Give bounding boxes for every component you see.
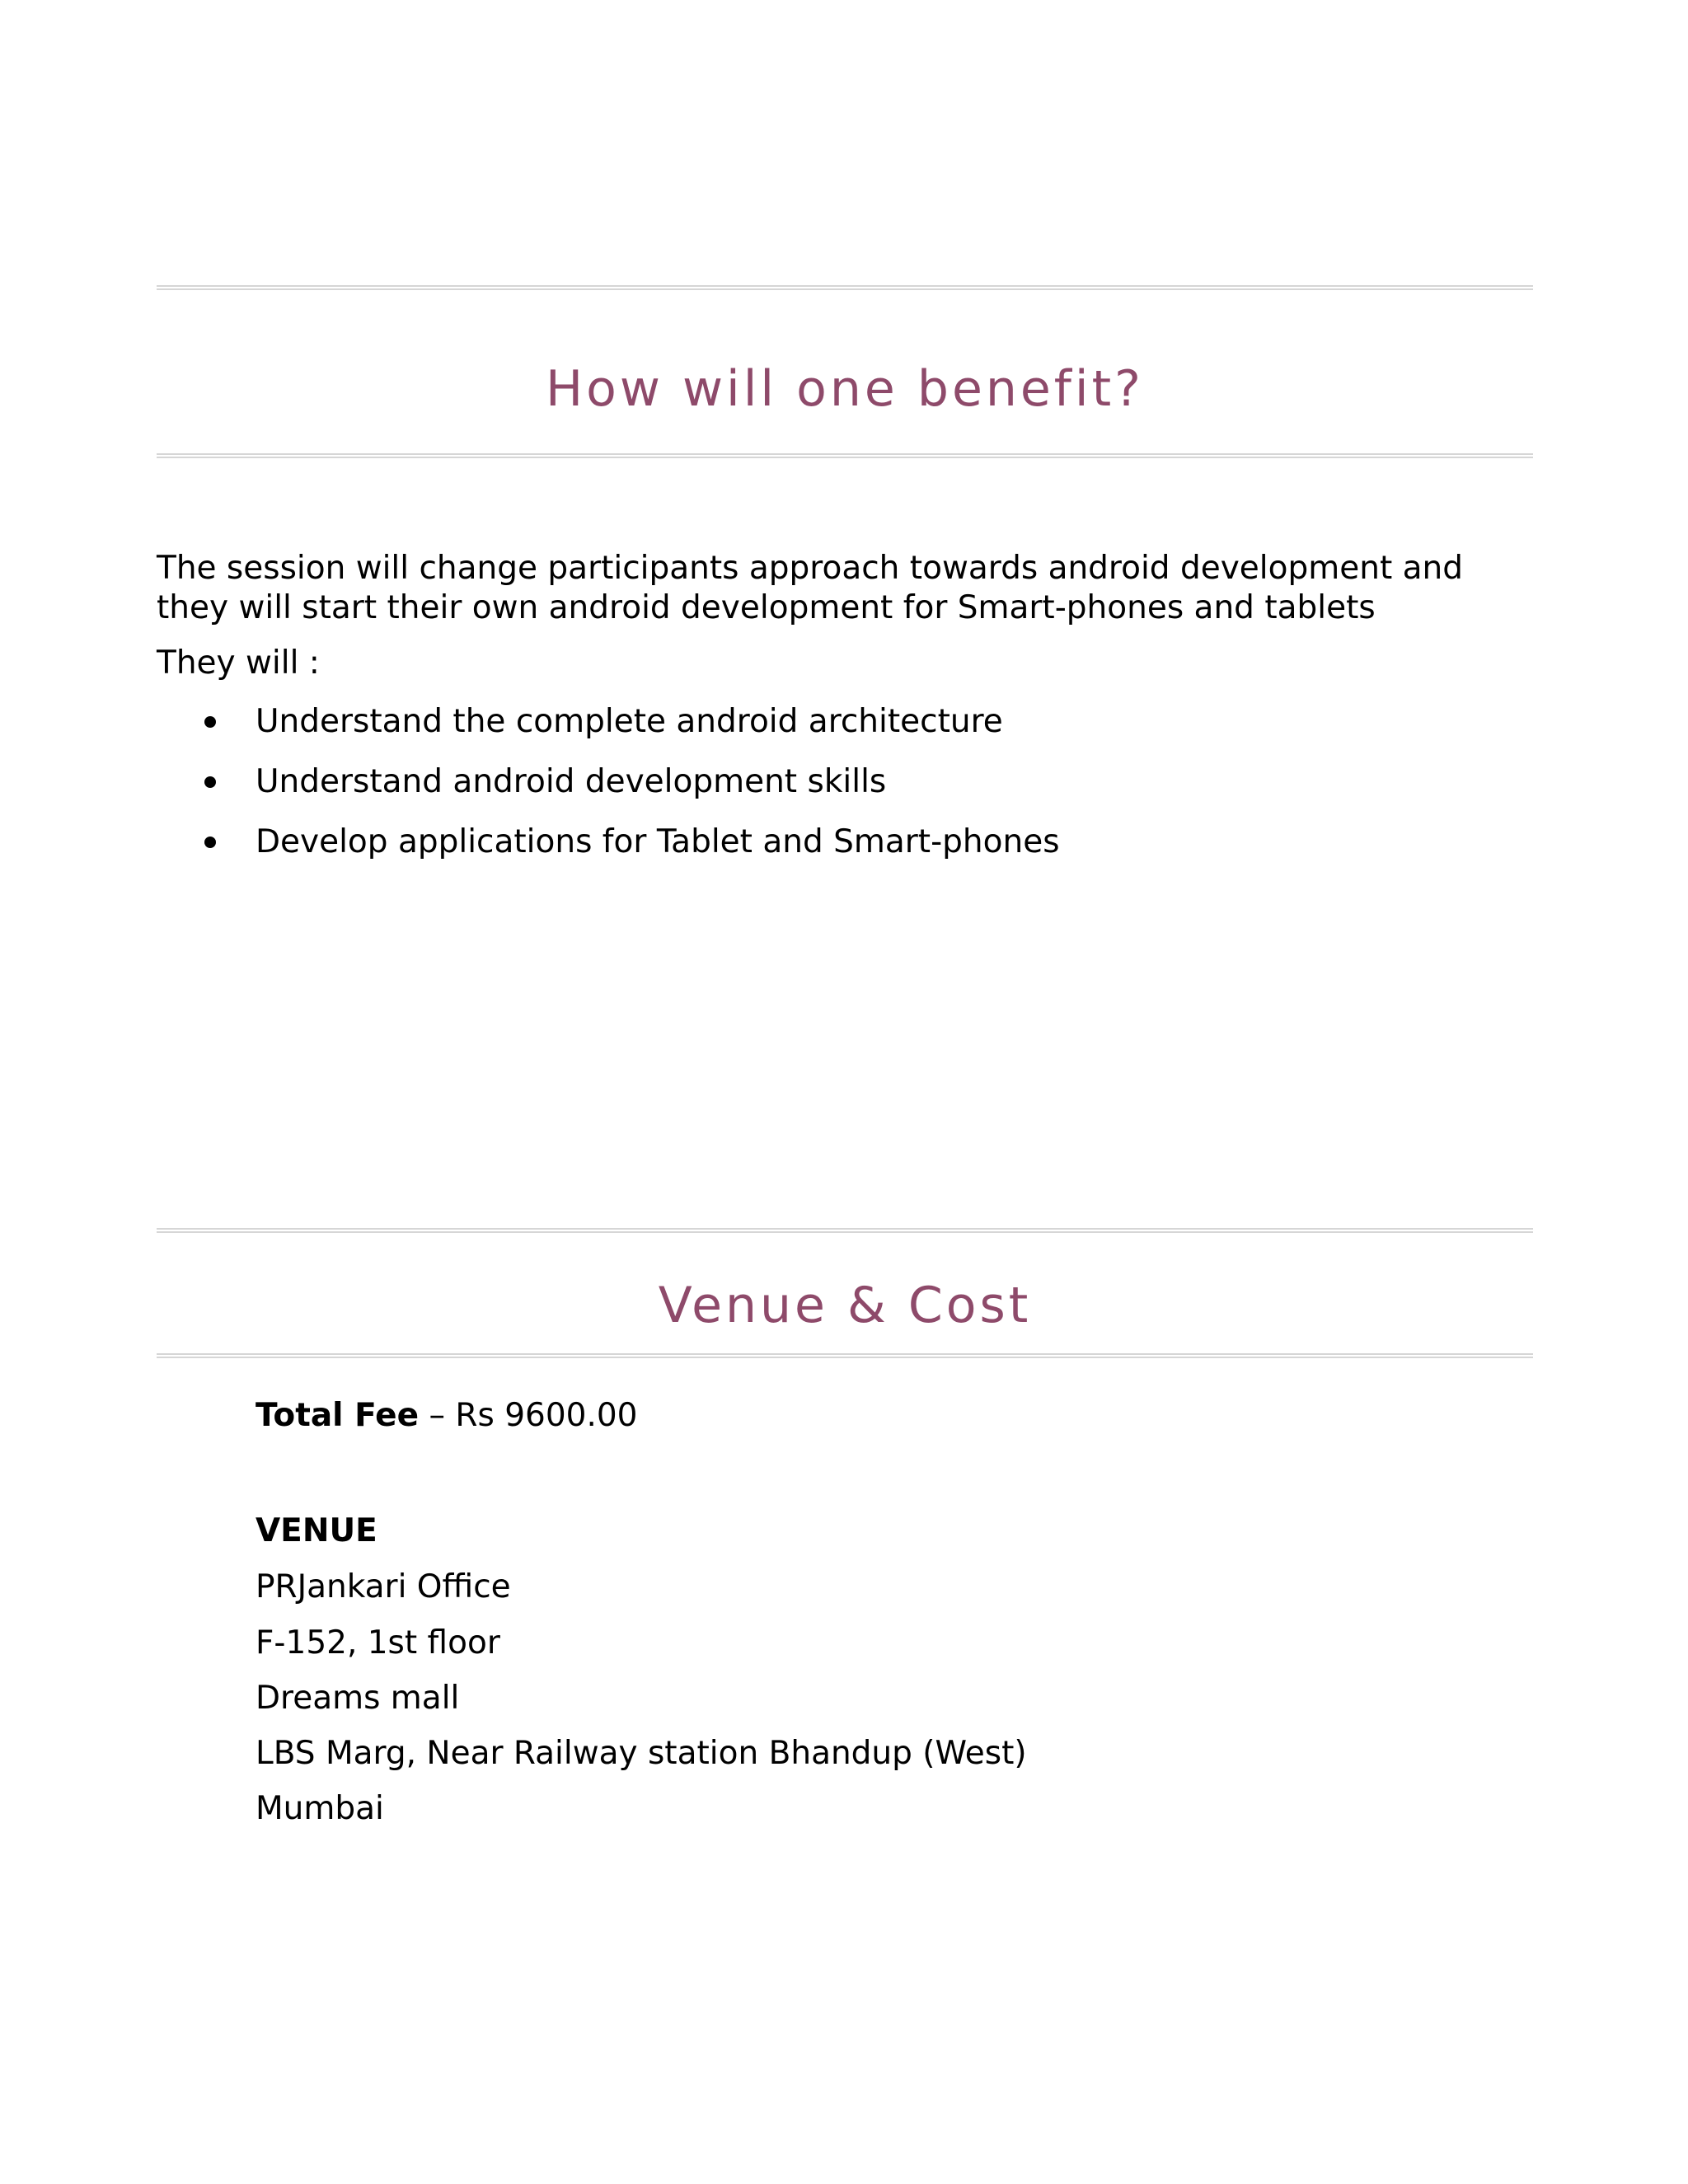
benefit-heading: How will one benefit? <box>546 360 1144 418</box>
fee-line <box>256 1396 637 1436</box>
address-line: LBS Marg, Near Railway station Bhandup (West) <box>256 1735 1027 1772</box>
list-item-text: Develop applications for Tablet and Smart-phones <box>256 823 1060 860</box>
top-rule-upper <box>157 285 1533 290</box>
benefit-list <box>157 702 1060 883</box>
intro-paragraph: The session will change participants approach towards android development and they will start their own android development for Smart-phones and tablets <box>157 550 1464 626</box>
they-will-label: They will : <box>157 644 320 682</box>
address-line: PRJankari Office <box>256 1568 511 1605</box>
top-rule-lower <box>157 1228 1533 1233</box>
list-item <box>157 762 1060 823</box>
list-item <box>157 823 1060 883</box>
address-line: F-152, 1st floor <box>256 1624 500 1661</box>
bottom-rule-upper <box>157 453 1533 458</box>
fee-label: Total Fee <box>256 1397 420 1434</box>
address-line: Dreams mall <box>256 1680 460 1717</box>
list-item-text: Understand android development skills <box>256 763 887 800</box>
venue-label: VENUE <box>256 1512 377 1549</box>
bottom-rule-lower <box>157 1353 1533 1358</box>
bullet-icon <box>204 716 216 728</box>
venue-heading: Venue & Cost <box>658 1277 1032 1334</box>
list-item <box>157 702 1060 762</box>
address-line: Mumbai <box>256 1790 384 1827</box>
list-item-text: Understand the complete android architecture <box>256 703 1003 740</box>
bullet-icon <box>204 837 216 848</box>
bullet-icon <box>204 776 216 788</box>
fee-value: – Rs 9600.00 <box>419 1397 638 1434</box>
